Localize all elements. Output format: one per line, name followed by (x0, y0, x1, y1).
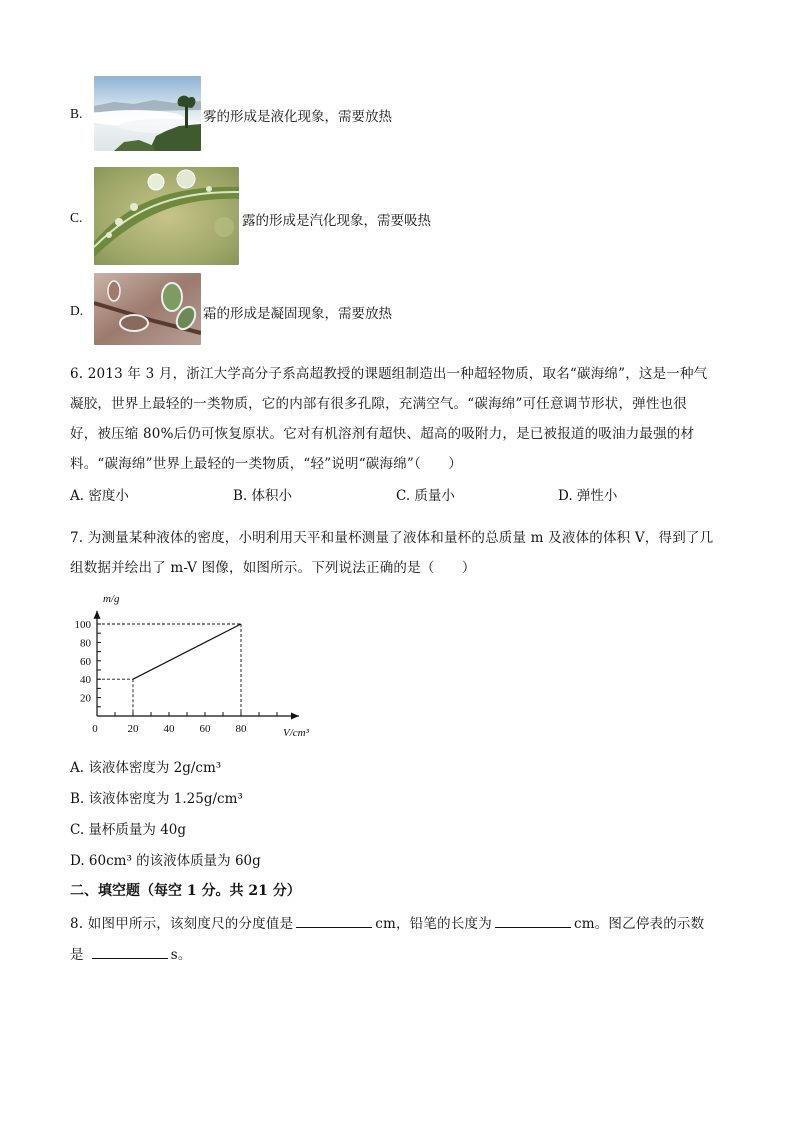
q8-line-1 (70, 912, 704, 932)
q8-text: cm，铅笔的长度为 (375, 916, 492, 932)
q8-text: cm。图乙停表的示数 (573, 916, 705, 932)
q8-line-2 (70, 943, 192, 963)
q6-line: 6. 2013 年 3 月，浙江大学高分子系高超教授的课题组制造出一种超轻物质，取名“碳海绵”，这是一种气 (70, 366, 708, 382)
data-line (133, 624, 241, 679)
q6-option-d: D. 弹性小 (558, 488, 618, 504)
q7-option-d: D. 60cm³ 的该液体质量为 60g (70, 853, 261, 869)
x-tick-label: 40 (163, 723, 175, 735)
q7-line: 组数据并绘出了 m-V 图像，如图所示。下列说法正确的是（ ） (70, 560, 476, 576)
q7-option-c: C. 量杯质量为 40g (70, 822, 187, 838)
y-axis-label: m/g (103, 593, 120, 605)
section-heading: 二、填空题（每空 1 分。共 21 分） (70, 883, 301, 899)
option-letter: D. (70, 303, 84, 318)
x-axis-label: V/cm³ (283, 727, 309, 739)
answer-blank[interactable] (92, 946, 168, 959)
x-tick-label: 80 (235, 723, 247, 735)
q7-line: 7. 为测量某种液体的密度，小明利用天平和量杯测量了液体和量杯的总质量 m 及液体的体积 V，得到了几 (70, 530, 714, 546)
frost-leaf-photo (94, 273, 201, 345)
x-axis-arrow (291, 713, 299, 720)
q6-line: 料。“碳海绵”世界上最轻的一类物质，“轻”说明“碳海绵”（ ） (70, 456, 463, 472)
dew-drops-photo (94, 167, 239, 265)
option-text: 雾的形成是液化现象，需要放热 (203, 109, 392, 125)
option-letter: C. (70, 210, 83, 225)
q7-option-b: B. 该液体密度为 1.25g/cm³ (70, 791, 243, 807)
option-text: 霜的形成是凝固现象，需要放热 (203, 306, 392, 322)
answer-blank[interactable] (495, 915, 571, 928)
q8-text: 8. 如图甲所示，该刻度尺的分度值是 (70, 916, 294, 932)
fog-mountain-photo (94, 76, 201, 151)
x-tick-label: 20 (127, 723, 139, 735)
q6-line: 凝胶，世界上最轻的一类物质，它的内部有很多孔隙，充满空气。“碳海绵”可任意调节形状，弹性也很 (70, 396, 688, 412)
y-tick-label: 20 (80, 692, 91, 705)
q8-text: s。 (170, 947, 192, 963)
q6-option-c: C. 质量小 (396, 488, 455, 504)
y-axis-arrow (94, 611, 101, 619)
q6-option-b: B. 体积小 (233, 488, 293, 504)
y-tick-label: 60 (80, 655, 91, 668)
mv-graph (60, 586, 340, 746)
q8-text: 是 (70, 947, 84, 963)
option-text: 露的形成是汽化现象，需要吸热 (242, 213, 431, 229)
option-letter: B. (70, 106, 83, 121)
x-tick-label: 0 (92, 723, 98, 735)
q6-option-a: A. 密度小 (70, 488, 129, 504)
x-tick-label: 60 (199, 723, 211, 735)
y-tick-label: 100 (74, 619, 91, 631)
answer-blank[interactable] (296, 915, 372, 928)
q6-line: 好，被压缩 80%后仍可恢复原状。它对有机溶剂有超快、超高的吸附力，是已被报道的吸油力最强的材 (70, 426, 695, 442)
y-tick-label: 80 (80, 637, 91, 650)
q7-option-a: A. 该液体密度为 2g/cm³ (70, 760, 222, 776)
y-tick-label: 40 (80, 674, 91, 687)
